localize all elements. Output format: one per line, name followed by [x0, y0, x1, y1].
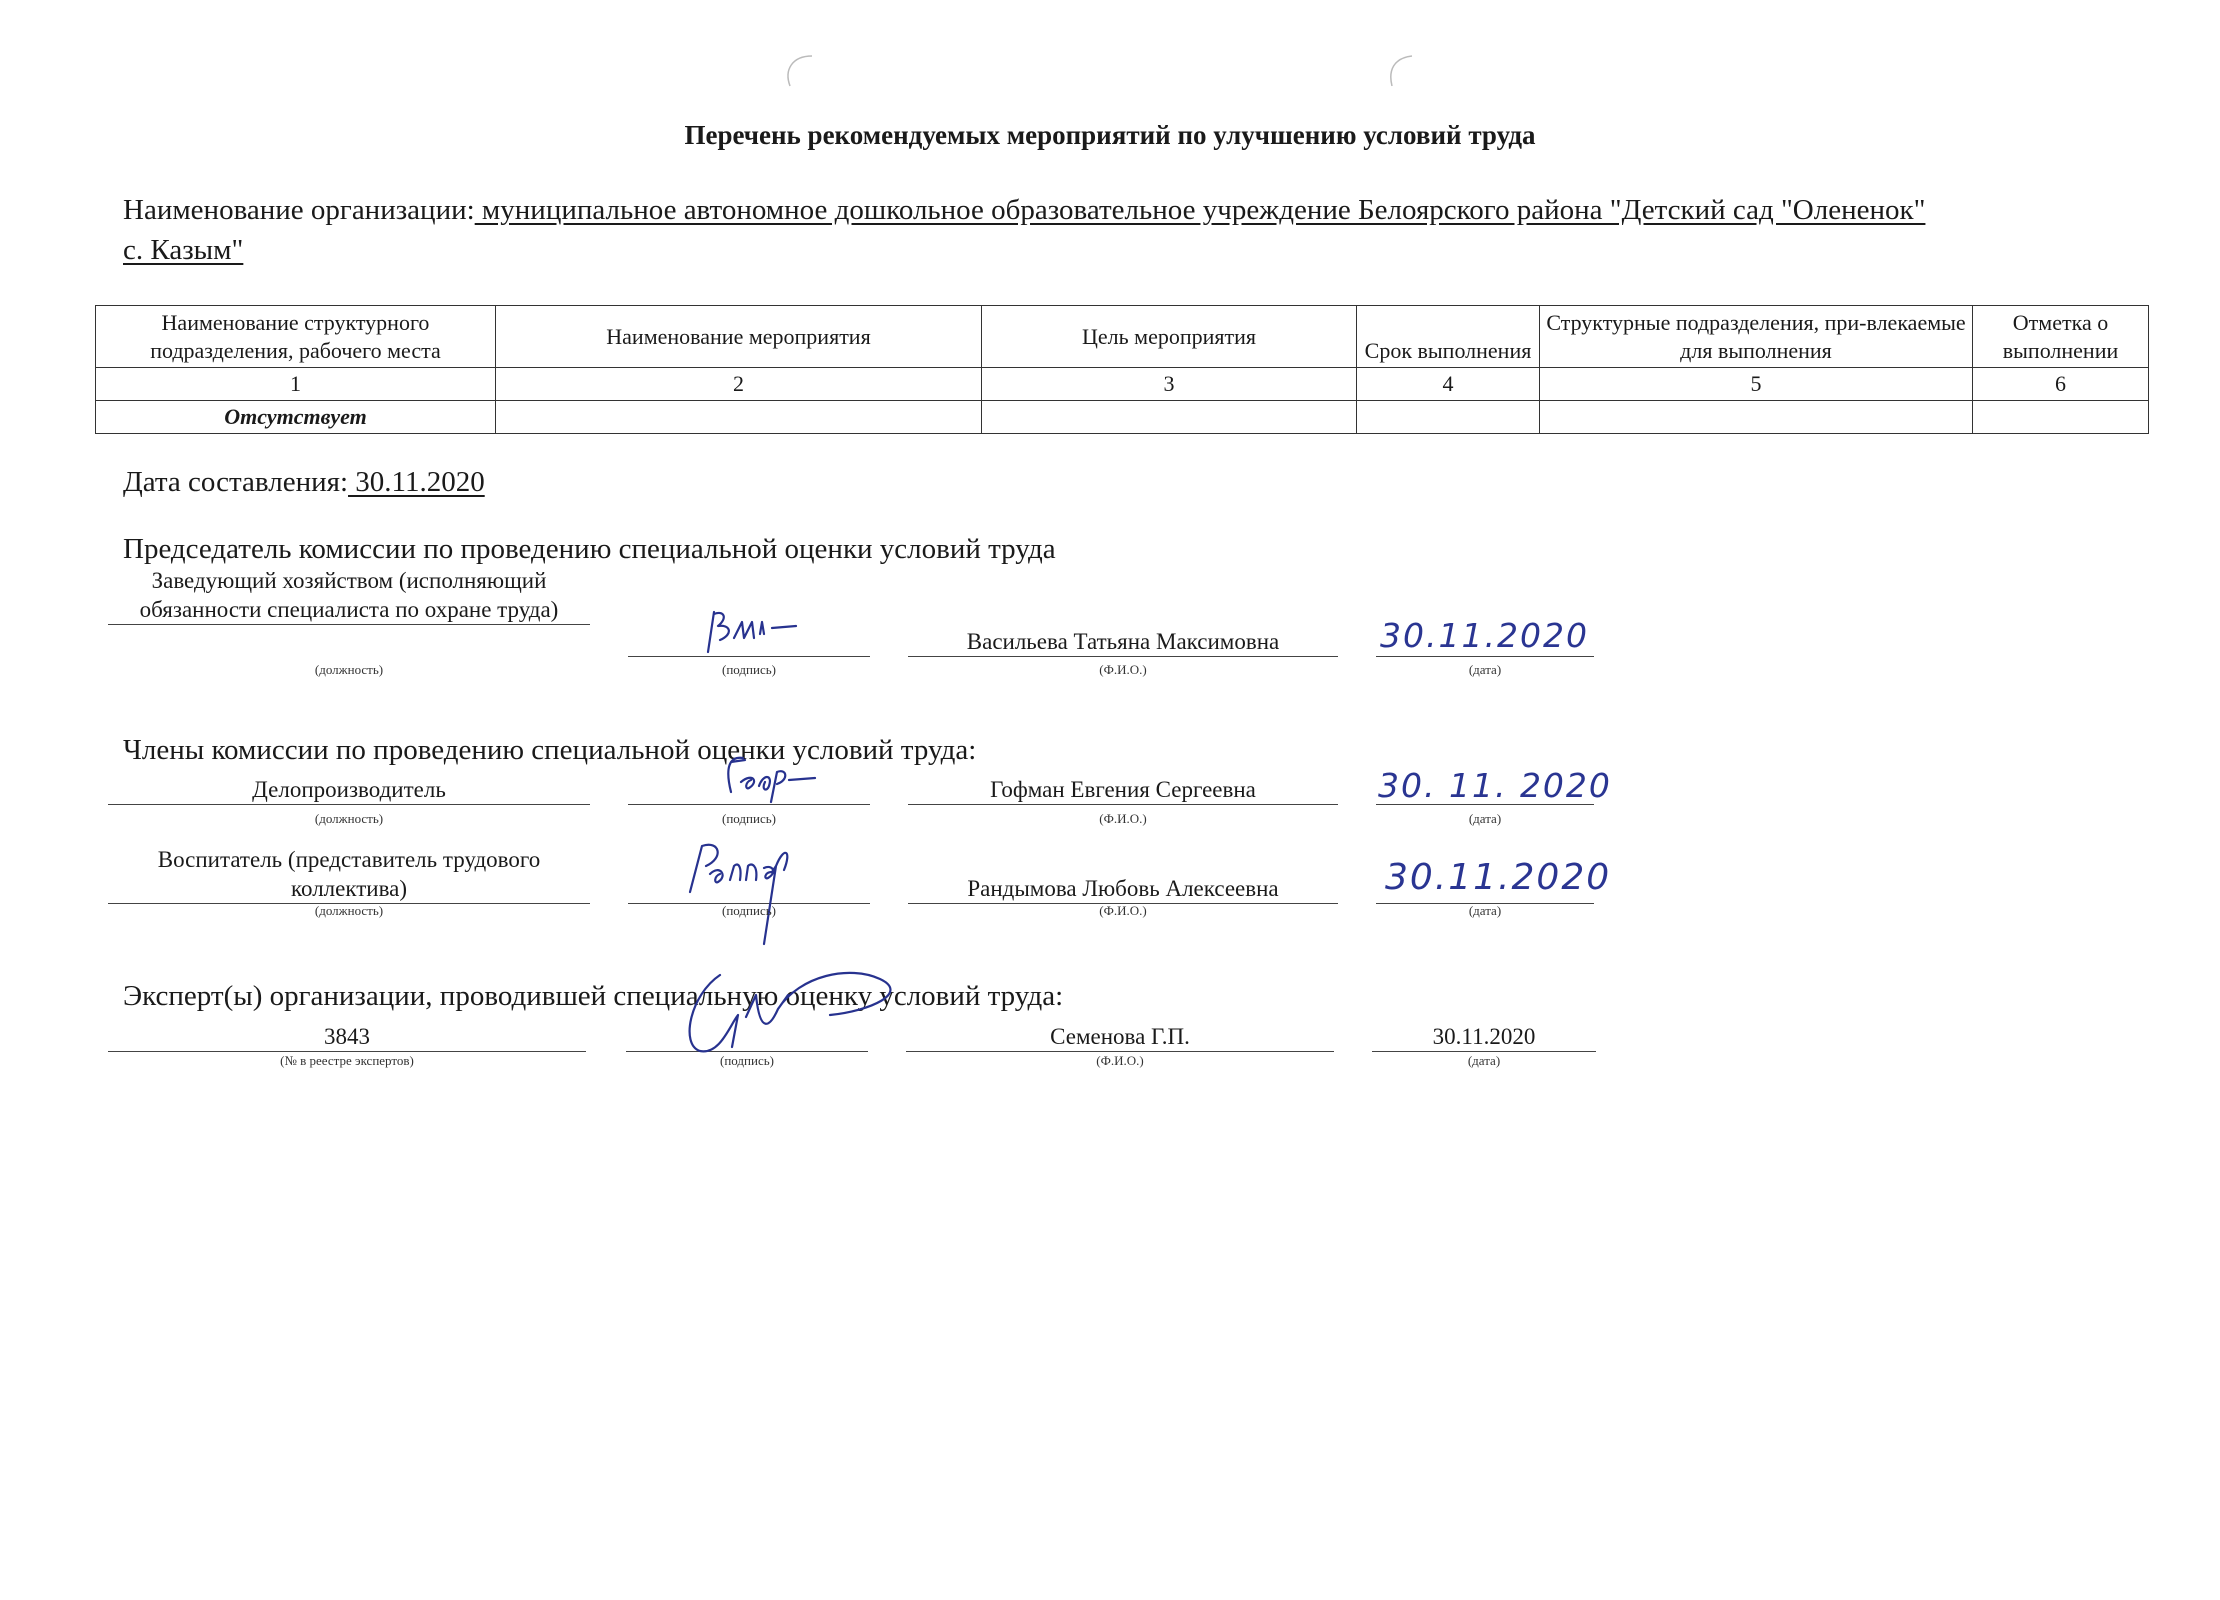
registry-caption: (№ в реестре экспертов): [280, 1053, 414, 1068]
member-2-handwritten-date: 30.11.2020: [1385, 857, 1612, 898]
document-title: Перечень рекомендуемых мероприятий по улучшению условий труда: [684, 120, 1536, 150]
expert-date: 30.11.2020: [1372, 1022, 1596, 1052]
column-number: 1: [96, 368, 496, 401]
header-cell: Срок выполнения: [1357, 306, 1540, 368]
expert-registry-number: 3843: [108, 1022, 586, 1052]
chairman-name: Васильева Татьяна Максимовна: [908, 627, 1338, 657]
column-number: 6: [1973, 368, 2149, 401]
members-heading: Члены комиссии по проведению специальной оценки условий труда:: [123, 734, 977, 766]
signature-caption: (подпись): [722, 662, 776, 677]
compiled-date-value: 30.11.2020: [348, 466, 485, 498]
organization-line: [123, 190, 2123, 270]
header-cell: Наименование мероприятия: [496, 306, 982, 368]
fio-caption: (Ф.И.О.): [1099, 662, 1147, 677]
signature-caption: (подпись): [722, 811, 776, 826]
table-cell: [1357, 401, 1540, 434]
member-1-handwritten-date: 30. 11. 2020: [1378, 766, 1612, 805]
chairman-signature: [700, 604, 830, 664]
column-number: 2: [496, 368, 982, 401]
header-cell: Наименование структурного подразделения, рабочего места: [96, 306, 496, 368]
table-cell: [1973, 401, 2149, 434]
table-cell: [982, 401, 1357, 434]
scan-mark-right: [1380, 52, 1420, 92]
scan-mark-left: [780, 52, 820, 92]
member-1-signature: [715, 752, 845, 808]
organization-value: муниципальное автономное дошкольное образовательное учреждение Белоярского района "Детский сад "Олененок": [474, 194, 1926, 226]
table-cell: Отсутствует: [96, 401, 496, 434]
position-caption: (должность): [314, 662, 384, 677]
organization-value-cont: с. Казым": [123, 234, 244, 266]
header-cell: Цель мероприятия: [982, 306, 1357, 368]
signature-caption: (подпись): [720, 1053, 774, 1068]
column-number: 3: [982, 368, 1357, 401]
column-number: 5: [1540, 368, 1973, 401]
member-1-name: Гофман Евгения Сергеевна: [908, 775, 1338, 805]
date-caption: (дата): [1468, 811, 1502, 826]
date-caption: (дата): [1468, 662, 1502, 677]
position-caption: (должность): [314, 811, 384, 826]
member-1-position: Делопроизводитель: [108, 775, 590, 805]
fio-caption: (Ф.И.О.): [1099, 903, 1147, 918]
compiled-date-line: [123, 466, 485, 499]
position-caption: (должность): [314, 903, 384, 918]
table-cell: [496, 401, 982, 434]
header-cell: Структурные подразделения, при-влекаемые для выполнения: [1540, 306, 1973, 368]
chairman-position: Заведующий хозяйством (исполняющий обязанности специалиста по охране труда): [108, 566, 590, 625]
date-caption: (дата): [1468, 903, 1502, 918]
chairman-handwritten-date: 30.11.2020: [1380, 616, 1589, 655]
date-caption: (дата): [1467, 1053, 1501, 1068]
table-row: [96, 401, 2149, 434]
signature-caption: (подпись): [722, 903, 776, 918]
chairman-heading: Председатель комиссии по проведению специальной оценки условий труда: [123, 533, 1056, 565]
member-2-position: Воспитатель (представитель трудового коллектива): [108, 845, 590, 904]
compiled-date-label: Дата составления:: [123, 466, 349, 498]
measures-table: [95, 305, 2149, 434]
table-number-row: [96, 368, 2149, 401]
column-number: 4: [1357, 368, 1540, 401]
member-2-name: Рандымова Любовь Алексеевна: [908, 874, 1338, 904]
organization-label: Наименование организации:: [123, 194, 475, 226]
expert-heading: Эксперт(ы) организации, проводившей специальную оценку условий труда:: [123, 980, 1064, 1012]
table-cell: [1540, 401, 1973, 434]
table-header-row: [96, 306, 2149, 368]
fio-caption: (Ф.И.О.): [1099, 811, 1147, 826]
header-cell: Отметка о выполнении: [1973, 306, 2149, 368]
expert-name: Семенова Г.П.: [906, 1022, 1334, 1052]
fio-caption: (Ф.И.О.): [1096, 1053, 1144, 1068]
member-2-signature: [680, 840, 830, 950]
